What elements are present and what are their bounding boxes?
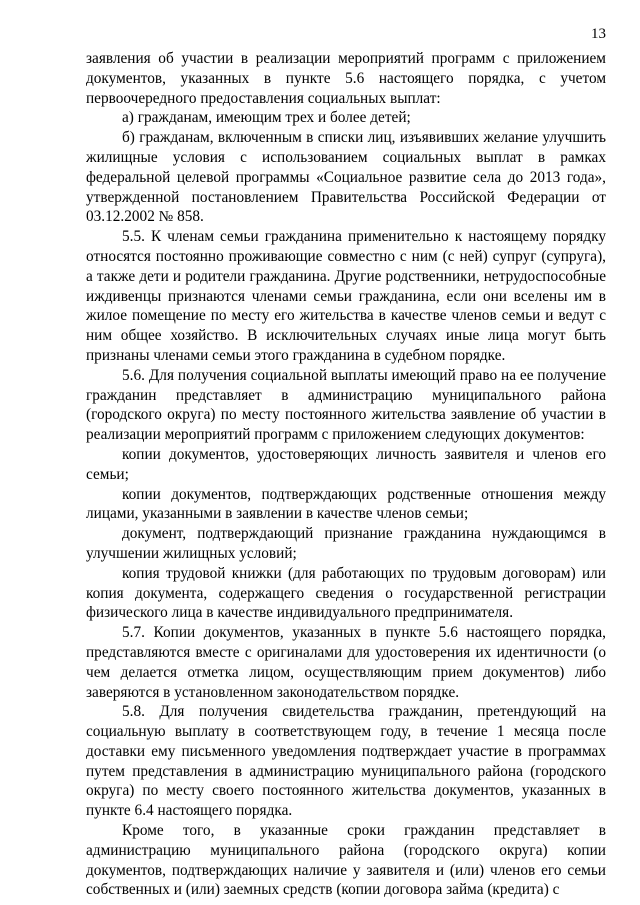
- paragraph-item-b: б) гражданам, включенным в списки лиц, изъявивших желание улучшить жилищные условия с использованием социальных выплат в рамках федеральной целевой программы «Социальное развитие села до 2013 года», утвержденной постановлением Правительства Российской Федерации от 03.12.2002 № 858.: [86, 129, 606, 226]
- paragraph-5-8: 5.8. Для получения свидетельства гражданин, претендующий на социальную выплату в соответствующем году, в течение 1 месяца после доставки ему письменного уведомления подтверждает участие в программах путем представления в администрацию муниципального района (городского округа) по месту своего постоянного жительства документов, указанных в пункте 6.4 настоящего порядка.: [86, 703, 606, 820]
- paragraph-additional-docs: Кроме того, в указанные сроки гражданин представляет в администрацию муниципального района (городского округа) копии документов, подтверждающих наличие у заявителя и (или) членов его семьи собственных и (или) заемных средств (копии договора займа (кредита) с: [86, 822, 606, 899]
- page-number: 13: [591, 26, 606, 42]
- paragraph-5-6: 5.6. Для получения социальной выплаты имеющий право на ее получение гражданин представляет в администрацию муниципального района (городского округа) по месту постоянного жительства заявление об участии в реализации мероприятий программ с приложением следующих документов:: [86, 366, 606, 444]
- paragraph-item-a: а) гражданам, имеющим трех и более детей;: [122, 109, 411, 127]
- paragraph-doc-employment: копия трудовой книжки (для работающих по трудовым договорам) или копия документа, содержащего сведения о государственной регистрации физического лица в качестве индивидуального предпринимателя.: [86, 564, 606, 622]
- paragraph-5-5: 5.5. К членам семьи гражданина применительно к настоящему порядку относятся постоянно проживающие совместно с ним (с ней) супруг (супруга), а также дети и родители гражданина. Другие родственники, нетрудоспособные иждивенцы признаются членами семьи гражданина, если они вселены им в жилое помещение по месту его жительства в качестве членов семьи и ведут с ним общее хозяйство. В исключительных случаях иные лица могут быть признаны членами семьи этого гражданина в судебном порядке.: [86, 228, 606, 364]
- paragraph-5-7: 5.7. Копии документов, указанных в пункте 5.6 настоящего порядка, представляются вместе с оригиналами для удостоверения их идентичности (о чем делается отметка лицом, осуществляющим прием документов) либо заверяются в установленном законодательством порядке.: [86, 624, 606, 701]
- paragraph-doc-identity: копии документов, удостоверяющих личность заявителя и членов его семьи;: [86, 445, 606, 483]
- document-body: [86, 49, 606, 900]
- paragraph-continuation: заявления об участии в реализации мероприятий программ с приложением документов, указанных в пункте 5.6 настоящего порядка, с учетом первоочередного предоставления социальных выплат:: [86, 50, 606, 107]
- paragraph-doc-need: документ, подтверждающий признание гражданина нуждающимся в улучшении жилищных условий;: [86, 525, 606, 562]
- paragraph-doc-relations: копии документов, подтверждающих родственные отношения между лицами, указанными в заявлении в качестве членов семьи;: [86, 485, 606, 523]
